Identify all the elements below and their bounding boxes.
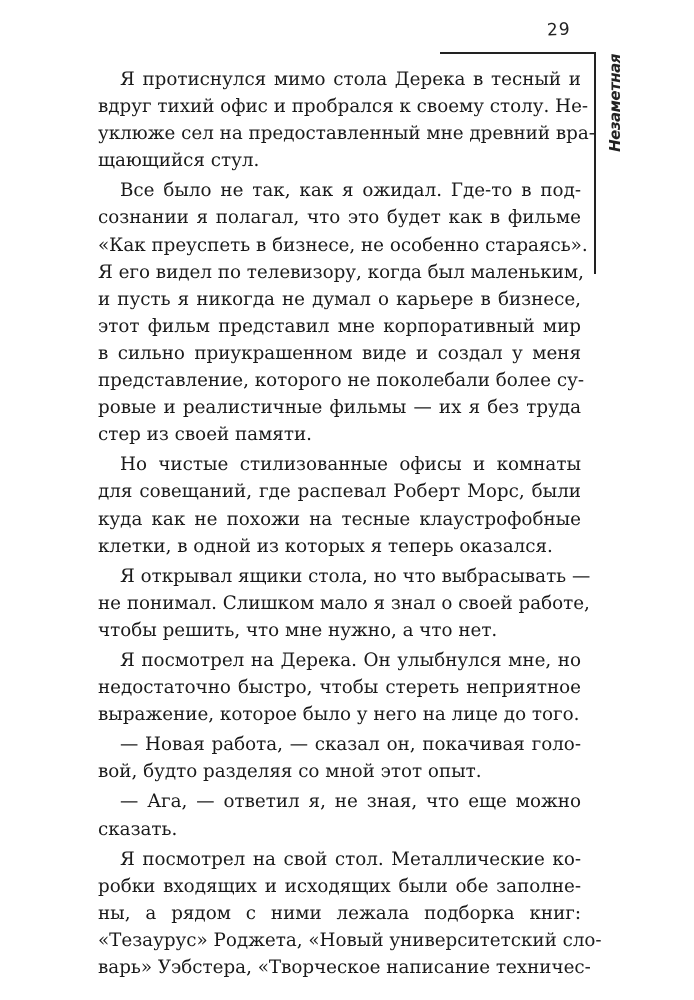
text-line: чтобы решить, что мне нужно, а что нет. <box>98 619 498 641</box>
text-line: куда как не похожи на тесные клаустрофобные <box>98 508 581 530</box>
paragraph <box>98 846 602 981</box>
text-line: варь» Уэбстера, «Творческое написание техничес- <box>98 957 591 978</box>
text-line: «Тезаурус» Роджета, «Новый университетский сло- <box>98 929 602 951</box>
text-line: Я его видел по телевизору, когда был маленьким, <box>98 261 584 283</box>
text-line: Но чистые стилизованные офисы и комнаты <box>120 454 581 476</box>
text-line: ны, а рядом с ними лежала подборка книг: <box>98 902 581 924</box>
text-line: стер из своей памяти. <box>98 424 312 446</box>
paragraph <box>98 788 581 842</box>
text-line: вой, будто разделяя со мной этот опыт. <box>98 761 482 783</box>
paragraph <box>98 647 581 728</box>
text-line: «Как преуспеть в бизнесе, не особенно стараясь». <box>98 234 588 256</box>
text-line: выражение, которое было у него на лице до того. <box>98 704 580 726</box>
text-line: ровые и реалистичные фильмы — их я без труда <box>98 397 581 419</box>
text-line: Я протиснулся мимо стола Дерека в тесный и <box>120 69 581 90</box>
text-line: — Новая работа, — сказал он, покачивая голо- <box>120 734 581 756</box>
paragraph <box>98 451 581 559</box>
text-line: щающийся стул. <box>98 150 260 172</box>
text-line: не понимал. Слишком мало я знал о своей работе, <box>98 592 590 614</box>
paragraph <box>98 66 595 174</box>
handwritten-margin-note <box>603 48 627 158</box>
text-line: вдруг тихий офис и пробрался к своему столу. Не- <box>98 96 589 118</box>
margin-bracket-side-line <box>594 52 596 274</box>
text-line: клетки, в одной из которых я теперь оказался. <box>98 535 553 557</box>
text-line: сказать. <box>98 818 178 840</box>
paragraph <box>98 563 591 644</box>
text-line: Я открывал ящики стола, но что выбрасывать — <box>120 565 591 587</box>
text-line: сознании я полагал, что это будет как в фильме <box>98 207 581 229</box>
text-line: уклюже сел на предоставленный мне древний вра- <box>98 123 595 145</box>
text-line: робки входящих и исходящих были обе заполне- <box>98 875 581 897</box>
page-number: 29 <box>546 19 572 41</box>
text-line: представление, которого не поколебали более су- <box>98 370 585 392</box>
text-line: Я посмотрел на свой стол. Металлические ко- <box>120 848 581 870</box>
paragraph <box>98 177 588 448</box>
paragraph <box>98 731 581 785</box>
text-line: Все было не так, как я ожидал. Где-то в под- <box>120 180 581 202</box>
margin-bracket-top-line <box>440 52 596 54</box>
margin-note-text: Незаметная <box>606 54 624 152</box>
body-text <box>98 66 602 984</box>
text-line: этот фильм представил мне корпоративный мир <box>98 315 581 337</box>
text-line: недостаточно быстро, чтобы стереть неприятное <box>98 677 581 699</box>
text-line: для совещаний, где распевал Роберт Морс, были <box>98 481 581 503</box>
text-line: Я посмотрел на Дерека. Он улыбнулся мне, но <box>120 649 581 671</box>
text-line: и пусть я никогда не думал о карьере в бизнесе, <box>98 288 581 310</box>
text-line: — Ага, — ответил я, не зная, что еще можно <box>120 791 581 813</box>
text-line: в сильно приукрашенном виде и создал у меня <box>98 342 581 364</box>
